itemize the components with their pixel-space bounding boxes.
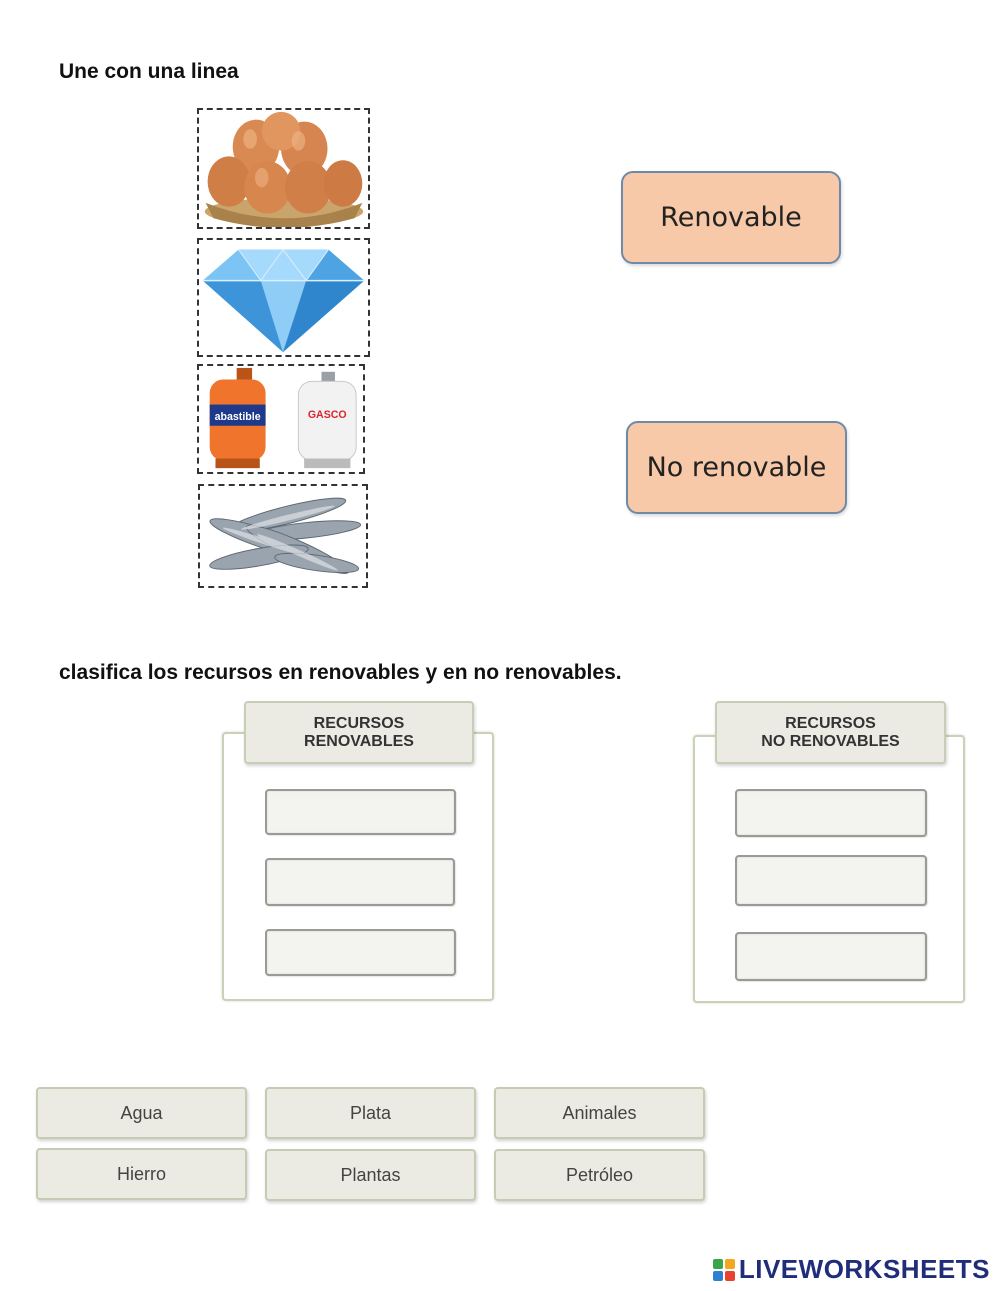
word-chip-animales[interactable]: Animales: [494, 1087, 705, 1139]
logo-tile: [725, 1259, 735, 1269]
nonrenewable-header: [715, 701, 946, 764]
word-chip-plantas[interactable]: Plantas: [265, 1149, 476, 1201]
nonrenewable-drop-slot[interactable]: [735, 855, 927, 906]
nonrenewable-drop-slot[interactable]: [735, 932, 927, 981]
gas-cylinders-illustration: [199, 366, 363, 472]
renewable-header: [244, 701, 474, 764]
liveworksheets-brand: [713, 1254, 990, 1285]
abastible-label: abastible: [214, 410, 261, 423]
nonrenewable-drop-slot[interactable]: [735, 789, 927, 837]
word-chip-hierro[interactable]: Hierro: [36, 1148, 247, 1200]
fish-image[interactable]: [198, 484, 368, 588]
fish-illustration: [200, 486, 366, 586]
section1-heading: Une con una linea: [59, 60, 239, 83]
renewable-header-line1: RECURSOS: [313, 714, 405, 732]
gas-cylinders-image[interactable]: [197, 364, 365, 474]
renewable-header-line2: RENOVABLES: [304, 732, 414, 750]
brand-text: LIVEWORKSHEETS: [738, 1254, 990, 1284]
logo-tile: [713, 1259, 723, 1269]
logo-tile: [725, 1271, 735, 1281]
nonrenewable-header-line1: RECURSOS: [785, 714, 876, 732]
word-chip-plata[interactable]: Plata: [265, 1087, 476, 1139]
word-chip-petroleo[interactable]: Petróleo: [494, 1149, 705, 1201]
diamond-illustration: [199, 240, 368, 355]
diamond-image[interactable]: [197, 238, 370, 357]
no-renovable-button[interactable]: No renovable: [626, 421, 847, 514]
eggs-illustration: [199, 110, 368, 227]
renovable-button[interactable]: Renovable: [621, 171, 841, 264]
renewable-drop-slot[interactable]: [265, 789, 456, 835]
logo-tile: [713, 1271, 723, 1281]
section2-heading: clasifica los recursos en renovables y en no renovables.: [59, 661, 622, 684]
gasco-label: GASCO: [307, 409, 347, 422]
renewable-drop-slot[interactable]: [265, 929, 456, 976]
liveworksheets-logo-icon: [713, 1259, 735, 1281]
eggs-image[interactable]: [197, 108, 370, 229]
nonrenewable-header-line2: NO RENOVABLES: [761, 732, 900, 750]
word-chip-agua[interactable]: Agua: [36, 1087, 247, 1139]
renewable-drop-slot[interactable]: [265, 858, 455, 906]
